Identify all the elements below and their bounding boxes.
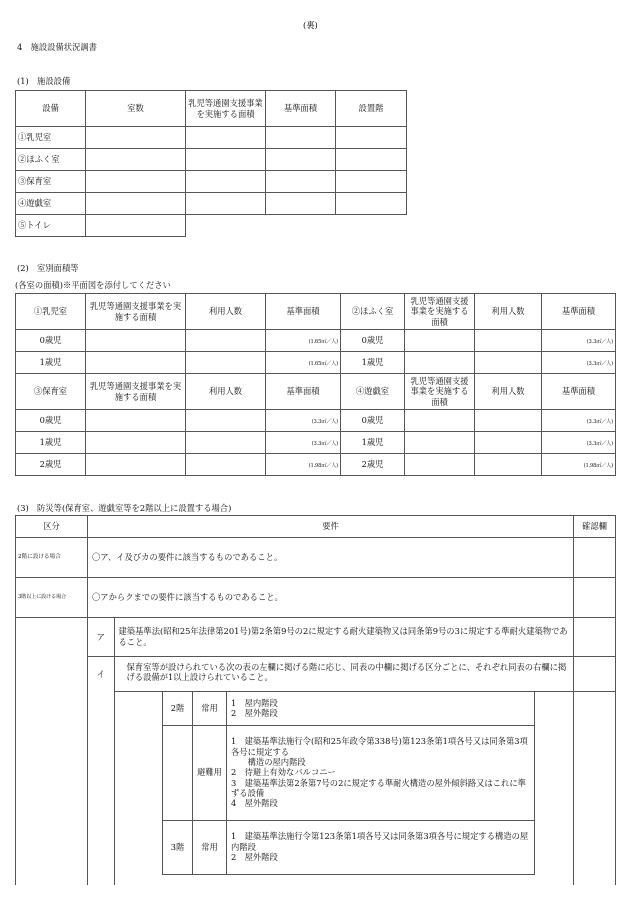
col-header-program-area: 乳児等通園支援事業を実施する面積 [86, 294, 186, 330]
stairs-table [115, 691, 574, 875]
blank-cell [535, 725, 574, 820]
item-mark-a: ア [88, 618, 114, 656]
row-label: ①乳児室 [16, 127, 86, 149]
age-label: 1歳児 [16, 432, 86, 454]
equipment-text: 1 屋内階段 2 屋外階段 [227, 691, 535, 725]
row-label: ③保育室 [16, 171, 86, 193]
col-header-standard-area: 基準面積 [542, 294, 616, 330]
floor-cell[interactable] [336, 149, 407, 171]
standard-area-value: (3.3㎡／人) [311, 441, 338, 448]
col-header-users: 利用人数 [475, 374, 542, 410]
area-cell[interactable] [186, 193, 266, 215]
users-cell[interactable] [186, 410, 266, 432]
floor-label: 3階 [163, 820, 193, 874]
standard-area-cell[interactable] [266, 193, 336, 215]
equipment-text: 1 建築基準法施行令第123条第1項各号又は同条第3項各号に規定する構造の屋内階段 2 屋外階段 [227, 820, 535, 874]
col-header-floor: 設置階 [336, 91, 407, 127]
table-row [16, 171, 407, 193]
section-2-note: (各室の面積)※平面図を添付してください [15, 280, 171, 290]
table-row [16, 454, 616, 476]
area-cell[interactable] [86, 410, 186, 432]
area-cell[interactable] [405, 454, 475, 476]
standard-area-value: (3.3㎡／人) [311, 419, 338, 426]
floor-cell[interactable] [336, 193, 407, 215]
blank-cell [266, 215, 336, 237]
age-label: 1歳児 [16, 352, 86, 374]
area-cell[interactable] [186, 127, 266, 149]
blank-cell [115, 820, 163, 874]
age-label: 0歳児 [16, 410, 86, 432]
check-cell[interactable] [574, 657, 615, 692]
use-label: 避難用 [193, 725, 227, 820]
users-cell[interactable] [475, 454, 542, 476]
area-cell[interactable] [405, 410, 475, 432]
users-cell[interactable] [186, 330, 266, 352]
table-row [16, 330, 616, 352]
row-label: ④遊戯室 [16, 193, 86, 215]
standard-area-value: (3.3㎡／人) [586, 419, 613, 426]
table-row [16, 215, 407, 237]
col-header-requirements: 要件 [88, 516, 574, 538]
category-blank [16, 618, 88, 886]
page-mark: (裏) [303, 20, 318, 30]
age-label: 0歳児 [16, 330, 86, 352]
category-label: 2階に設ける場合 [16, 538, 88, 578]
users-cell[interactable] [186, 454, 266, 476]
standard-area-cell[interactable] [266, 171, 336, 193]
floor-label: 2階 [163, 691, 193, 725]
row-label: ⑤トイレ [16, 215, 86, 237]
section-1-title: (1) 施設設備 [17, 76, 71, 86]
area-cell[interactable] [86, 432, 186, 454]
age-label: 0歳児 [341, 330, 405, 352]
age-label: 2歳児 [16, 454, 86, 476]
facility-table [15, 90, 407, 237]
col-header-category: 区分 [16, 516, 88, 538]
col-header-equipment: 設備 [16, 91, 86, 127]
check-cell[interactable] [574, 578, 616, 618]
col-header-room-count: 室数 [86, 91, 186, 127]
col-header-users: 利用人数 [186, 294, 266, 330]
age-label: 1歳児 [341, 432, 405, 454]
use-label: 常用 [193, 691, 227, 725]
age-label: 2歳児 [341, 454, 405, 476]
standard-area-value: (3.3㎡／人) [586, 441, 613, 448]
users-cell[interactable] [475, 410, 542, 432]
table-row [16, 193, 407, 215]
room-count-cell[interactable] [86, 193, 186, 215]
standard-area-value: (1.98㎡／人) [308, 463, 338, 470]
room-label: ④遊戯室 [341, 374, 405, 410]
item-mark-i: イ [88, 656, 114, 885]
col-header-program-area: 乳児等通園支援事業を実施する面積 [405, 294, 475, 330]
col-header-program-area: 乳児等通園支援事業を実施する面積 [86, 374, 186, 410]
category-label: 3階以上に設ける場合 [16, 578, 88, 618]
room-count-cell[interactable] [86, 171, 186, 193]
standard-area-value: (3.3㎡／人) [586, 339, 613, 346]
col-header-standard-area: 基準面積 [266, 294, 341, 330]
age-label: 0歳児 [341, 410, 405, 432]
blank-cell [535, 820, 574, 874]
standard-area-value: (1.65㎡／人) [308, 361, 338, 368]
standard-area-cell[interactable] [266, 149, 336, 171]
area-cell[interactable] [405, 432, 475, 454]
item-text-a: 建築基準法(昭和25年法律第201号)第2条第9号の2に規定する耐火建築物又は同条第9号の3に規定する準耐火建築物であること。 [114, 618, 574, 656]
table-row [16, 149, 407, 171]
users-cell[interactable] [475, 330, 542, 352]
blank-cell [115, 691, 163, 725]
document-title: 4 施設設備状況調書 [17, 42, 97, 52]
users-cell[interactable] [475, 432, 542, 454]
col-header-users: 利用人数 [186, 374, 266, 410]
col-header-program-area: 乳児等通園支援事業を実施する面積 [405, 374, 475, 410]
blank-cell [115, 725, 163, 820]
standard-area-value: (3.3㎡／人) [586, 361, 613, 368]
floor-cell[interactable] [336, 127, 407, 149]
room-area-table [15, 293, 616, 476]
requirement-text: 〇アからクまでの要件に該当するものであること。 [88, 578, 574, 618]
table-row [16, 410, 616, 432]
col-header-standard-area: 基準面積 [266, 91, 336, 127]
col-header-check: 確認欄 [574, 516, 616, 538]
blank-cell [535, 691, 574, 725]
users-cell[interactable] [186, 432, 266, 454]
table-row [16, 127, 407, 149]
check-cell[interactable] [574, 538, 616, 578]
equipment-text: 1 建築基準法施行令(昭和25年政令第338号)第123条第1項各号又は同条第3項各号に規定する 構造の屋内階段 2 待避上有効なバルコニー 3 建築基準法第2条第7号の2に規定する準耐火構造の屋外傾斜路又はこれに準ずる設備 4 屋外階段 [227, 725, 535, 820]
area-cell[interactable] [405, 352, 475, 374]
floor-cell[interactable] [336, 171, 407, 193]
standard-area-value: (1.65㎡／人) [308, 339, 338, 346]
area-cell[interactable] [405, 330, 475, 352]
requirement-text: 〇ア、イ及びカの要件に該当するものであること。 [88, 538, 574, 578]
table-row [16, 578, 616, 618]
table-row [16, 538, 616, 578]
col-header-standard-area: 基準面積 [266, 374, 341, 410]
area-cell[interactable] [86, 330, 186, 352]
table-row [16, 352, 616, 374]
standard-area-value: (1.98㎡／人) [583, 463, 613, 470]
room-label: ②ほふく室 [341, 294, 405, 330]
section-2-title: (2) 室別面積等 [17, 263, 79, 273]
users-cell[interactable] [186, 352, 266, 374]
requirement-items [88, 618, 574, 885]
blank-cell [336, 215, 407, 237]
area-cell[interactable] [186, 149, 266, 171]
disaster-prevention-table [15, 515, 616, 885]
col-header-users: 利用人数 [475, 294, 542, 330]
room-count-cell[interactable] [86, 127, 186, 149]
age-label: 1歳児 [341, 352, 405, 374]
table-row [16, 432, 616, 454]
room-label: ③保育室 [16, 374, 86, 410]
room-count-cell[interactable] [86, 149, 186, 171]
row-label: ②ほふく室 [16, 149, 86, 171]
standard-area-cell[interactable] [266, 127, 336, 149]
users-cell[interactable] [475, 352, 542, 374]
col-header-standard-area: 基準面積 [542, 374, 616, 410]
blank-cell [186, 215, 266, 237]
area-cell[interactable] [86, 352, 186, 374]
col-header-program-area: 乳児等通園支援事業を実施する面積 [186, 91, 266, 127]
item-text-i: 保育室等が設けられている次の表の左欄に掲げる階に応じ、同表の中欄に掲げる区分ごとに、それぞれ同表の右欄に掲げる設備が1以上設けられていること。 [126, 661, 567, 682]
use-label: 常用 [193, 820, 227, 874]
room-label: ①乳児室 [16, 294, 86, 330]
area-cell[interactable] [86, 454, 186, 476]
room-count-cell[interactable] [86, 215, 186, 237]
section-3-title: (3) 防災等(保育室、遊戯室等を2階以上に設置する場合) [17, 503, 232, 513]
area-cell[interactable] [186, 171, 266, 193]
blank-cell [163, 725, 193, 820]
check-cell[interactable] [574, 618, 615, 657]
